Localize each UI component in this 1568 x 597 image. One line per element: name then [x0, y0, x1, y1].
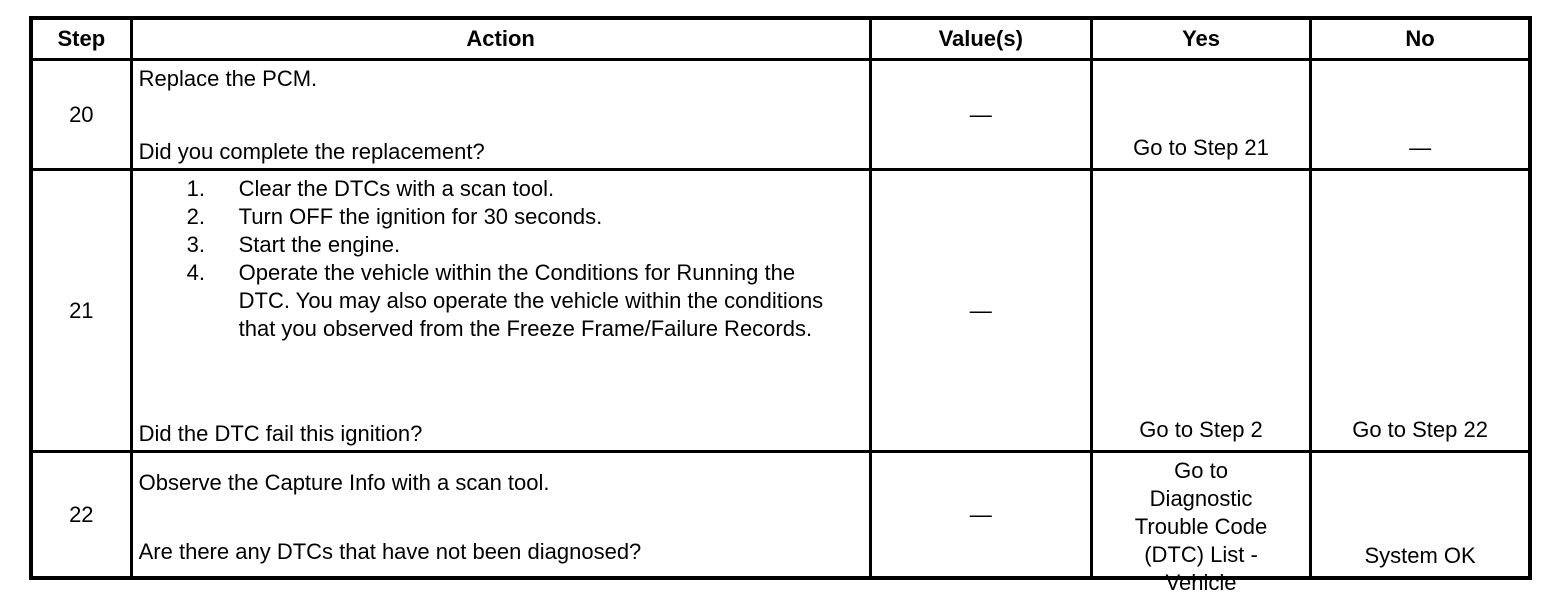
- list-item: [139, 175, 863, 203]
- header-action: Action: [131, 18, 870, 60]
- header-step: Step: [31, 18, 131, 60]
- list-item-number: 2.: [186, 204, 205, 229]
- table-row-step-22: [31, 452, 1530, 579]
- yes-cell: [1091, 170, 1310, 452]
- action-question: Did the DTC fail this ignition?: [138, 421, 423, 446]
- list-item: [139, 231, 863, 259]
- list-item-number: 4.: [186, 260, 205, 285]
- action-steps-list: [139, 175, 863, 343]
- value-dash: —: [969, 501, 992, 527]
- action-cell: [131, 60, 870, 170]
- action-instruction: Observe the Capture Info with a scan tool.: [138, 470, 550, 495]
- no-cell: [1311, 170, 1530, 452]
- no-system-ok: System OK: [1364, 543, 1476, 568]
- action-instruction: Replace the PCM.: [138, 66, 318, 91]
- action-cell: [131, 170, 870, 452]
- header-no: No: [1311, 18, 1530, 60]
- value-dash: —: [969, 297, 992, 323]
- yes-link-dtc-list[interactable]: Go to Diagnostic Trouble Code (DTC) List - Vehicle: [1134, 458, 1268, 595]
- value-cell: [870, 170, 1091, 452]
- table-row-step-21: [31, 170, 1530, 452]
- value-cell: [870, 452, 1091, 579]
- no-cell: [1311, 452, 1530, 579]
- no-cell: [1311, 60, 1530, 170]
- step-number: 20: [31, 60, 131, 170]
- step-number: 21: [31, 170, 131, 452]
- list-item: [139, 259, 863, 343]
- header-row: [31, 18, 1530, 60]
- yes-link-step-21[interactable]: Go to Step 21: [1133, 135, 1269, 160]
- header-yes: Yes: [1091, 18, 1310, 60]
- list-item-text: Turn OFF the ignition for 30 seconds.: [238, 204, 603, 229]
- list-item-text: Clear the DTCs with a scan tool.: [238, 176, 555, 201]
- action-cell: [131, 452, 870, 579]
- no-link-step-22[interactable]: Go to Step 22: [1352, 417, 1488, 442]
- step-number: 22: [31, 452, 131, 579]
- diagnostic-table-container: [29, 16, 1532, 595]
- yes-link-step-2[interactable]: Go to Step 2: [1139, 417, 1263, 442]
- header-values: Value(s): [870, 18, 1091, 60]
- list-item-number: 1.: [186, 176, 205, 201]
- action-question: Are there any DTCs that have not been diagnosed?: [138, 539, 642, 564]
- list-item-number: 3.: [186, 232, 205, 257]
- yes-cell: [1091, 452, 1310, 595]
- list-item-text: Operate the vehicle within the Conditions for Running the DTC. You may also operate the vehicle within the conditions that you observed from the Freeze Frame/Failure Records.: [238, 260, 824, 341]
- list-item-text: Start the engine.: [238, 232, 401, 257]
- action-question: Did you complete the replacement?: [138, 139, 485, 164]
- yes-cell: [1091, 60, 1310, 170]
- list-item: [139, 203, 863, 231]
- table-row-step-20: [31, 60, 1530, 170]
- diagnostic-table: [29, 16, 1532, 595]
- value-cell: [870, 60, 1091, 170]
- value-dash: —: [969, 101, 992, 127]
- no-dash: —: [1409, 135, 1432, 160]
